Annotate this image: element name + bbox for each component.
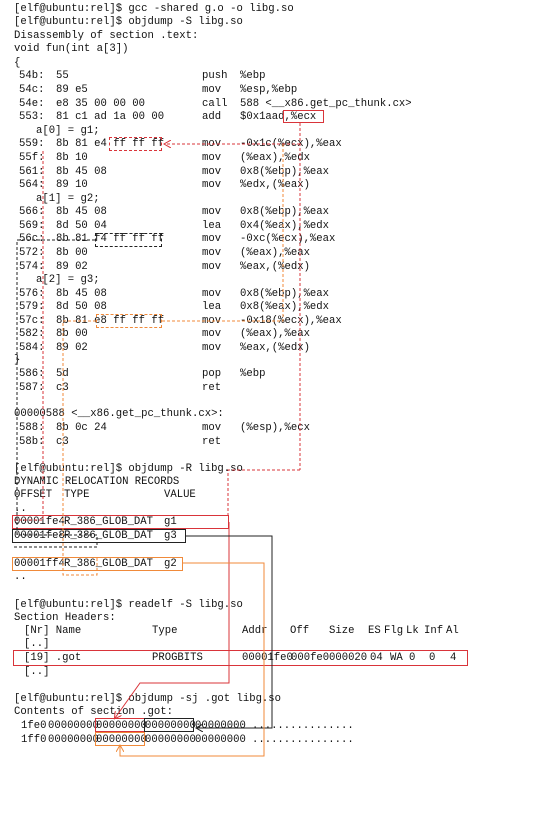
asm-mnemonic: mov [202,233,222,245]
off-header: Off [290,625,310,637]
asm-mnemonic: pop [202,368,222,380]
asm-bytes: 8b 0c 24 [56,422,107,434]
asm-bytes: 8b 81 e8 ff ff ff [56,315,165,327]
al-header: Al [446,625,459,637]
asm-address: 566: [19,206,45,218]
asm-bytes: c3 [56,382,69,394]
asm-bytes: 8b 00 [56,247,88,259]
asm-address: 587: [19,382,45,394]
offset-header: OFFSET [14,489,53,501]
flg-header: Flg [384,625,404,637]
thunk-label-text: 00000588 <__x86.get_pc_thunk.cx>: [14,408,224,420]
asm-mnemonic: mov [202,166,222,178]
asm-mnemonic: mov [202,315,222,327]
asm-operands: 0x8(%eax),%edx [240,301,330,313]
asm-operands: %esp,%ebp [240,84,298,96]
size-header: Size [329,625,355,637]
reloc-offset: 00001fe8 [14,530,65,542]
asm-bytes: 8b 10 [56,152,88,164]
asm-mnemonic: add [202,111,222,123]
asm-address: 579: [19,301,45,313]
g1-dashed-vertical-left [14,151,43,520]
asm-operands: -0xc(%ecx),%eax [240,233,336,245]
asm-bytes: 89 e5 [56,84,88,96]
asm-bytes: 5d [56,368,69,380]
asm-mnemonic: mov [202,84,222,96]
got-row-addr: 1fe0 [21,720,47,732]
dots-text: .. [14,503,27,515]
got-ascii: ................ [252,720,354,732]
asm-operands: 0x4(%eax),%edx [240,220,330,232]
asm-mnemonic: push [202,70,228,82]
command-text: [elf@ubuntu:rel]$ readelf -S libg.so [14,599,243,611]
reloc-type: R_386_GLOB_DAT [64,530,154,542]
asm-bytes: 89 10 [56,179,88,191]
asm-operands: 588 <__x86.get_pc_thunk.cx> [240,98,412,110]
asm-operands: %eax,(%edx) [240,261,310,273]
asm-bytes: c3 [56,436,69,448]
nr-name-header: [Nr] Name [24,625,82,637]
got-flg: WA [390,652,403,664]
asm-bytes: e8 35 00 00 00 [56,98,146,110]
g2-dashed-link [63,321,97,575]
asm-bytes: 8b 45 08 [56,288,107,300]
asm-address: 572: [19,247,45,259]
asm-operands: %ebp [240,70,266,82]
asm-mnemonic: lea [202,220,222,232]
asm-address: 56c: [19,233,45,245]
asm-operands: %ebp [240,368,266,380]
got-es: 04 [370,652,383,664]
relocation-title-text: DYNAMIC RELOCATION RECORDS [14,476,180,488]
asm-bytes: 8b 00 [56,328,88,340]
asm-bytes: 8b 81 f4 ff ff ff [56,233,165,245]
asm-operands: (%eax),%edx [240,152,310,164]
dots-text: .. [14,571,27,583]
got-word-0: 00000000 [48,734,99,746]
asm-mnemonic: ret [202,436,222,448]
asm-mnemonic: mov [202,328,222,340]
reloc-offset: 00001fe4 [14,516,65,528]
asm-bytes: 8d 50 08 [56,301,107,313]
got-al: 4 [450,652,457,664]
got-word-0: 00000000 [48,720,99,732]
got-word-2: 00000000 [145,720,196,732]
asm-mnemonic: mov [202,422,222,434]
asm-mnemonic: mov [202,261,222,273]
asm-operands: (%eax),%eax [240,247,310,259]
asm-mnemonic: mov [202,152,222,164]
got-addr: 00001fe0 [242,652,293,664]
asm-address: 569: [19,220,45,232]
reloc-value: g3 [164,530,177,542]
asm-bytes: 8b 45 08 [56,206,107,218]
asm-bytes: 55 [56,70,69,82]
command-text: [elf@ubuntu:rel]$ objdump -R libg.so [14,463,243,475]
asm-operands: (%esp),%ecx [240,422,310,434]
got-type: PROGBITS [152,652,203,664]
command-text: [elf@ubuntu:rel]$ objdump -sj .got libg.so [14,693,282,705]
asm-address: 576: [19,288,45,300]
g1-solid-link [115,522,229,718]
asm-address: 564: [19,179,45,191]
asm-mnemonic: call [202,98,228,110]
asm-address: 54b: [19,70,45,82]
asm-address: 588: [19,422,45,434]
asm-operands: %eax,(%edx) [240,342,310,354]
asm-mnemonic: mov [202,179,222,191]
asm-address: 57c: [19,315,45,327]
got-ascii: ................ [252,734,354,746]
asm-bytes: 8d 50 04 [56,220,107,232]
source-line-text: a[2] = g3; [36,274,100,286]
es-header: ES [368,625,381,637]
asm-operands: (%eax),%eax [240,328,310,340]
asm-bytes: 89 02 [56,261,88,273]
got-word-2: 00000000 [145,734,196,746]
asm-bytes: 89 02 [56,342,88,354]
g2-dashed-to-top [162,143,283,321]
asm-operands: %edx,(%eax) [240,179,310,191]
value-header: VALUE [164,489,196,501]
disassembly-header-text: Disassembly of section .text: [14,30,199,42]
got-inf: 0 [429,652,436,664]
close-brace-text: } [14,354,21,366]
asm-bytes: 8b 81 e4 ff ff ff [56,138,165,150]
asm-address: 561: [19,166,45,178]
g3-dashed-link [14,240,97,547]
command-text: [elf@ubuntu:rel]$ gcc -shared g.o -o libg.so [14,3,294,15]
asm-mnemonic: lea [202,301,222,313]
type-header: Type [152,625,178,637]
asm-address: 559: [19,138,45,150]
asm-operands: $0x1aad,%ecx [240,111,317,123]
inf-header: Inf [424,625,444,637]
asm-operands: 0x8(%ebp),%eax [240,288,330,300]
asm-address: 55f: [19,152,45,164]
reloc-offset: 00001ff4 [14,558,65,570]
asm-operands: -0x1c(%ecx),%eax [240,138,342,150]
asm-mnemonic: mov [202,247,222,259]
asm-mnemonic: ret [202,382,222,394]
asm-address: 54c: [19,84,45,96]
got-lk: 0 [409,652,416,664]
addr-header: Addr [242,625,268,637]
asm-address: 574: [19,261,45,273]
asm-address: 586: [19,368,45,380]
dots-text: [..] [24,638,50,650]
got-nr-name: [19] .got [24,652,82,664]
asm-operands: 0x8(%ebp),%eax [240,206,330,218]
reloc-type: R_386_GLOB_DAT [64,558,154,570]
command-text: [elf@ubuntu:rel]$ objdump -S libg.so [14,16,243,28]
reloc-value: g1 [164,516,177,528]
section-headers-title-text: Section Headers: [14,612,116,624]
dots-text: [..] [24,666,50,678]
asm-address: 582: [19,328,45,340]
source-line-text: a[1] = g2; [36,193,100,205]
got-contents-title-text: Contents of section .got: [14,706,173,718]
reloc-value: g2 [164,558,177,570]
lk-header: Lk [406,625,419,637]
got-word-3: 00000000 [195,720,246,732]
reloc-type: R_386_GLOB_DAT [64,516,154,528]
got-off: 000fe0 [291,652,330,664]
open-brace-text: { [14,57,21,69]
asm-operands: 0x8(%ebp),%eax [240,166,330,178]
got-size: 000020 [329,652,368,664]
type-header: TYPE [64,489,90,501]
asm-mnemonic: mov [202,138,222,150]
asm-mnemonic: mov [202,206,222,218]
got-word-3: 00000000 [195,734,246,746]
got-word-1: 00000000 [96,734,147,746]
asm-bytes: 81 c1 ad 1a 00 00 [56,111,165,123]
asm-address: 58b: [19,436,45,448]
function-signature-text: void fun(int a[3]) [14,43,129,55]
g2-solid-link [120,563,264,756]
asm-address: 553: [19,111,45,123]
asm-bytes: 8b 45 08 [56,166,107,178]
asm-address: 584: [19,342,45,354]
asm-mnemonic: mov [202,342,222,354]
g1-dashed-link [228,123,300,515]
asm-address: 54e: [19,98,45,110]
got-row-addr: 1ff0 [21,734,47,746]
asm-mnemonic: mov [202,288,222,300]
asm-operands: -0x18(%ecx),%eax [240,315,342,327]
got-word-1: 00000000 [96,720,147,732]
source-line-text: a[0] = g1; [36,125,100,137]
